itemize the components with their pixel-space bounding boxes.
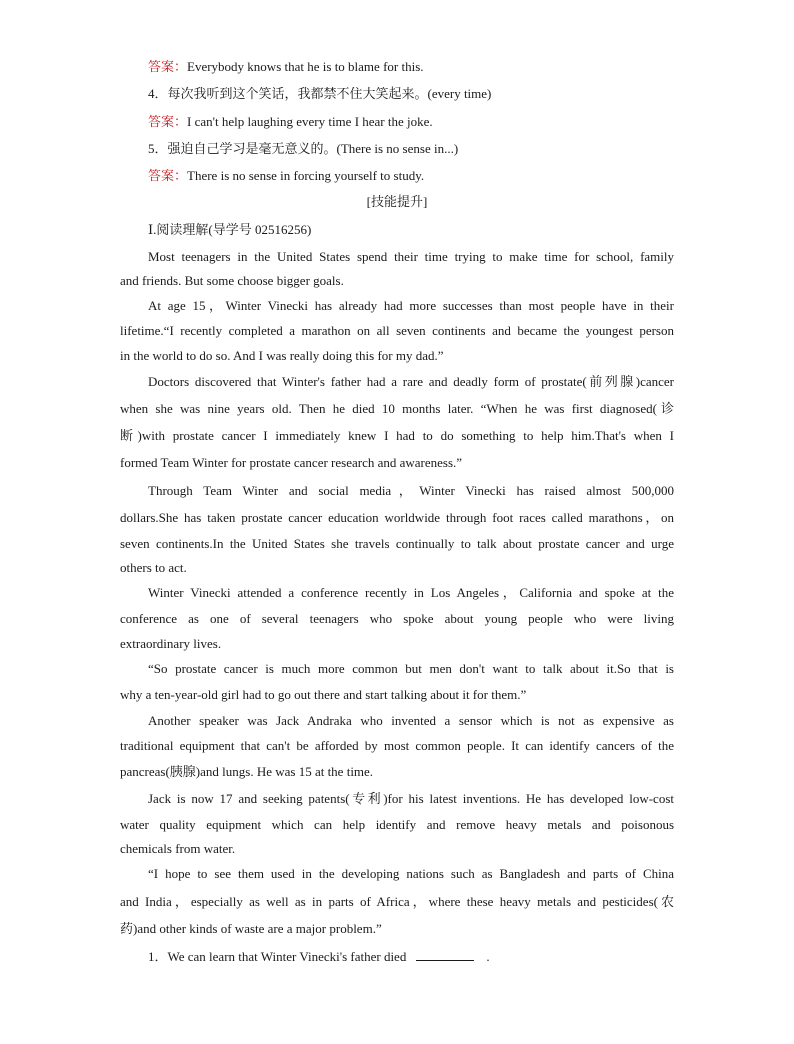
passage-line: “I hope to see them used in the developing nations such as Bangladesh and parts of China bbox=[148, 866, 674, 881]
passage-line: water quality equipment which can help identify and remove heavy metals and poisonous bbox=[120, 817, 674, 832]
question-1 bbox=[148, 948, 674, 965]
passage-line: Winter Vinecki attended a conference recently in Los Angeles，California and spoke at the bbox=[148, 585, 674, 600]
passage-line: At age 15，Winter Vinecki has already had more successes than most people have in their bbox=[148, 298, 674, 313]
passage-line: Jack is now 17 and seeking patents(专利)for his latest inventions. He has developed low-cost bbox=[148, 791, 674, 806]
answer-text: I can't help laughing every time I hear the joke. bbox=[187, 114, 433, 129]
passage-line: Doctors discovered that Winter's father had a rare and deadly form of prostate(前列腺)cancer bbox=[148, 374, 674, 389]
passage-line: dollars.She has taken prostate cancer education worldwide through foot races called marathons，on bbox=[120, 510, 674, 525]
passage-line: why a ten-year-old girl had to go out there and start talking about it for them.” bbox=[120, 687, 527, 702]
passage-line: chemicals from water. bbox=[120, 841, 236, 856]
passage-line: “So prostate cancer is much more common but men don't want to talk about it.So that is bbox=[148, 661, 674, 676]
section-title: [技能提升] bbox=[366, 194, 428, 209]
answer-line-3 bbox=[148, 59, 674, 75]
passage-line: 药)and other kinds of waste are a major problem.” bbox=[120, 921, 382, 936]
passage-line: traditional equipment that can't be afforded by most common people. It can identify cancers of the bbox=[120, 738, 674, 753]
passage-line: seven continents.In the United States she travels continually to talk about prostate cancer and urge bbox=[120, 536, 674, 551]
part-title: Ⅰ.阅读理解(导学号 02516256) bbox=[148, 222, 312, 237]
answer-blank[interactable] bbox=[416, 948, 474, 961]
question-1-end: . bbox=[486, 949, 490, 964]
answer-line-5 bbox=[148, 168, 674, 184]
passage-line: when she was nine years old. Then he died 10 months later. “When he was first diagnosed(诊 bbox=[120, 401, 674, 416]
question-1-text: 1．We can learn that Winter Vinecki's father died bbox=[148, 949, 407, 964]
answer-text: Everybody knows that he is to blame for this. bbox=[187, 59, 424, 74]
passage-line: lifetime.“I recently completed a marathon on all seven continents and became the youngest person bbox=[120, 323, 674, 338]
passage-line: Most teenagers in the United States spend their time trying to make time for school, family bbox=[148, 249, 674, 264]
passage-line: and India，especially as well as in parts of Africa，where these heavy metals and pesticides(农 bbox=[120, 894, 674, 909]
question-4: 4．每次我听到这个笑话，我都禁不住大笑起来。(every time) bbox=[148, 86, 492, 101]
passage-line: 断)with prostate cancer I immediately knew I had to do something to help him.That's when I bbox=[120, 428, 674, 443]
passage-line: Through Team Winter and social media，Winter Vinecki has raised almost 500,000 bbox=[148, 483, 674, 498]
passage-line: conference as one of several teenagers who spoke about young people who were living bbox=[120, 611, 674, 626]
passage-line: extraordinary lives. bbox=[120, 636, 222, 651]
passage-line: Another speaker was Jack Andraka who invented a sensor which is not as expensive as bbox=[148, 713, 674, 728]
passage-line: pancreas(胰腺)and lungs. He was 15 at the time. bbox=[120, 764, 374, 779]
passage-line: and friends. But some choose bigger goals. bbox=[120, 273, 344, 288]
passage-line: formed Team Winter for prostate cancer research and awareness.” bbox=[120, 455, 463, 470]
passage-line: others to act. bbox=[120, 560, 187, 575]
answer-label: 答案： bbox=[148, 114, 188, 129]
answer-label: 答案： bbox=[148, 59, 188, 74]
passage-line: in the world to do so. And I was really doing this for my dad.” bbox=[120, 348, 444, 363]
question-5: 5．强迫自己学习是毫无意义的。(There is no sense in...) bbox=[148, 141, 459, 156]
answer-line-4 bbox=[148, 114, 674, 130]
answer-text: There is no sense in forcing yourself to study. bbox=[187, 168, 425, 183]
answer-label: 答案： bbox=[148, 168, 188, 183]
